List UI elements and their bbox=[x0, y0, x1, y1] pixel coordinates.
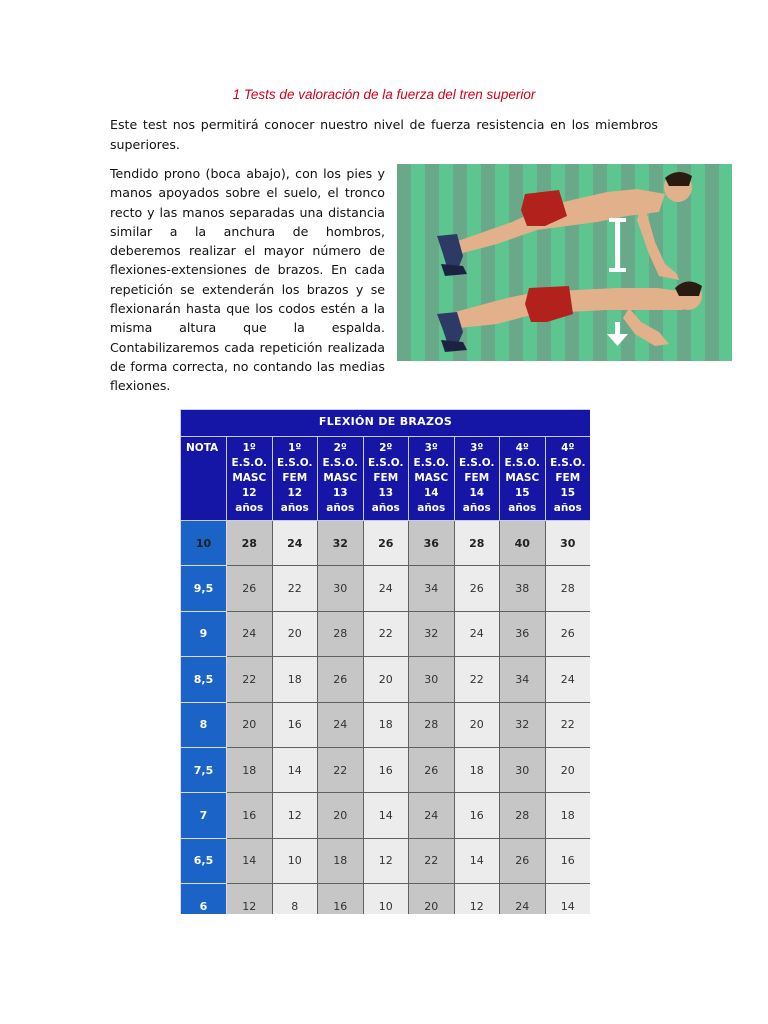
column-header-line: FEM bbox=[555, 472, 581, 484]
value-cell: 34 bbox=[500, 657, 546, 702]
value-cell: 30 bbox=[318, 566, 364, 611]
value-cell: 18 bbox=[363, 702, 409, 747]
value-cell: 10 bbox=[272, 838, 318, 883]
table-row bbox=[181, 747, 591, 792]
table-row bbox=[181, 611, 591, 656]
pushup-figure-svg bbox=[397, 164, 732, 361]
table-row bbox=[181, 521, 591, 566]
value-cell: 14 bbox=[363, 793, 409, 838]
value-cell: 12 bbox=[272, 793, 318, 838]
column-header-line: E.S.O. bbox=[277, 457, 313, 469]
column-header-line: E.S.O. bbox=[413, 457, 449, 469]
value-cell: 18 bbox=[454, 747, 500, 792]
value-cell: 28 bbox=[454, 521, 500, 566]
column-header-line: 14 bbox=[423, 487, 439, 499]
value-cell: 30 bbox=[545, 521, 590, 566]
value-cell: 36 bbox=[409, 521, 455, 566]
column-header-line: E.S.O. bbox=[368, 457, 404, 469]
value-cell: 26 bbox=[227, 566, 273, 611]
value-cell: 20 bbox=[318, 793, 364, 838]
column-header-line: MASC bbox=[505, 472, 540, 484]
value-cell: 20 bbox=[227, 702, 273, 747]
value-cell: 18 bbox=[318, 838, 364, 883]
value-cell: 22 bbox=[272, 566, 318, 611]
column-header-line: años bbox=[417, 502, 446, 514]
description-paragraph: Tendido prono (boca abajo), con los pies y manos apoyados sobre el suelo, el tronco recto y las manos separadas una distancia similar a la anchura de hombros, deberemos realizar el mayor número de flexiones-extensiones de brazos. En cada repetición se extenderán los brazos y se flexionarán hasta que los codos estén a la misma altura que la espalda. Contabilizaremos cada repetición realizada de forma correcta, no contando las medias flexiones. bbox=[110, 166, 385, 394]
column-header-line: 13 bbox=[378, 487, 394, 499]
value-cell: 22 bbox=[454, 657, 500, 702]
value-cell: 20 bbox=[454, 702, 500, 747]
table-row bbox=[181, 702, 591, 747]
pushup-up-figure bbox=[437, 172, 692, 280]
column-header bbox=[272, 437, 318, 521]
column-header-line: MASC bbox=[323, 472, 358, 484]
pushup-illustration bbox=[397, 164, 732, 361]
column-header-line: E.S.O. bbox=[504, 457, 540, 469]
value-cell: 14 bbox=[227, 838, 273, 883]
value-cell: 32 bbox=[318, 521, 364, 566]
value-cell: 36 bbox=[500, 611, 546, 656]
column-header-line: 15 bbox=[560, 487, 576, 499]
value-cell: 34 bbox=[409, 566, 455, 611]
value-cell: 26 bbox=[318, 657, 364, 702]
value-cell: 20 bbox=[272, 611, 318, 656]
value-cell: 20 bbox=[363, 657, 409, 702]
column-header-line: 3º bbox=[470, 442, 484, 454]
column-header bbox=[545, 437, 590, 521]
value-cell: 28 bbox=[545, 566, 590, 611]
column-header-line: años bbox=[462, 502, 491, 514]
column-header-line: MASC bbox=[414, 472, 449, 484]
value-cell: 12 bbox=[363, 838, 409, 883]
grade-cell: 9 bbox=[181, 611, 227, 656]
grade-cell: 10 bbox=[181, 521, 227, 566]
value-cell: 30 bbox=[500, 747, 546, 792]
value-cell: 28 bbox=[227, 521, 273, 566]
value-cell: 30 bbox=[409, 657, 455, 702]
grade-cell: 8,5 bbox=[181, 657, 227, 702]
table-row bbox=[181, 793, 591, 838]
value-cell: 16 bbox=[227, 793, 273, 838]
column-header-line: 15 bbox=[514, 487, 530, 499]
value-cell: 26 bbox=[454, 566, 500, 611]
column-header-line: 13 bbox=[332, 487, 348, 499]
table-banner: FLEXIÓN DE BRAZOS bbox=[181, 410, 591, 437]
column-header bbox=[409, 437, 455, 521]
value-cell: 24 bbox=[272, 521, 318, 566]
grade-cell: 9,5 bbox=[181, 566, 227, 611]
column-header-line: 14 bbox=[469, 487, 485, 499]
column-header-line: 4º bbox=[561, 442, 575, 454]
grade-cell: 6,5 bbox=[181, 838, 227, 883]
pushup-down-figure bbox=[437, 281, 702, 352]
grade-cell: 7 bbox=[181, 793, 227, 838]
value-cell: 16 bbox=[545, 838, 590, 883]
column-header-row bbox=[181, 437, 591, 521]
column-header bbox=[363, 437, 409, 521]
grades-table bbox=[180, 409, 590, 914]
column-header-line: 1º bbox=[242, 442, 256, 454]
value-cell: 20 bbox=[545, 747, 590, 792]
value-cell: 16 bbox=[454, 793, 500, 838]
table-row bbox=[181, 884, 591, 914]
value-cell: 16 bbox=[272, 702, 318, 747]
table-row bbox=[181, 838, 591, 883]
value-cell: 14 bbox=[454, 838, 500, 883]
column-header-line: FEM bbox=[282, 472, 308, 484]
value-cell: 38 bbox=[500, 566, 546, 611]
column-header bbox=[318, 437, 364, 521]
value-cell: 40 bbox=[500, 521, 546, 566]
column-header-line: años bbox=[508, 502, 537, 514]
value-cell: 12 bbox=[454, 884, 500, 914]
column-header-line: años bbox=[326, 502, 355, 514]
column-header-line: 12 bbox=[241, 487, 257, 499]
column-header-line: FEM bbox=[464, 472, 490, 484]
column-header-line: MASC bbox=[232, 472, 267, 484]
column-header-line: 1º bbox=[288, 442, 302, 454]
table-row bbox=[181, 566, 591, 611]
value-cell: 14 bbox=[545, 884, 590, 914]
value-cell: 18 bbox=[272, 657, 318, 702]
grade-cell: 7,5 bbox=[181, 747, 227, 792]
value-cell: 8 bbox=[272, 884, 318, 914]
value-cell: 28 bbox=[318, 611, 364, 656]
column-header-line: E.S.O. bbox=[459, 457, 495, 469]
value-cell: 24 bbox=[454, 611, 500, 656]
table-row bbox=[181, 657, 591, 702]
column-header bbox=[227, 437, 273, 521]
column-header-line: 4º bbox=[515, 442, 529, 454]
grade-cell: 8 bbox=[181, 702, 227, 747]
column-header-line: FEM bbox=[373, 472, 399, 484]
column-header-line: E.S.O. bbox=[231, 457, 267, 469]
column-header-line: 3º bbox=[424, 442, 438, 454]
column-header-line: 2º bbox=[379, 442, 393, 454]
value-cell: 28 bbox=[500, 793, 546, 838]
value-cell: 26 bbox=[363, 521, 409, 566]
intro-paragraph: Este test nos permitirá conocer nuestro nivel de fuerza resistencia en los miembros superiores. bbox=[110, 117, 658, 152]
pushup-grades-table bbox=[180, 409, 590, 914]
column-header bbox=[500, 437, 546, 521]
value-cell: 28 bbox=[409, 702, 455, 747]
value-cell: 32 bbox=[409, 611, 455, 656]
value-cell: 26 bbox=[545, 611, 590, 656]
value-cell: 14 bbox=[272, 747, 318, 792]
value-cell: 22 bbox=[318, 747, 364, 792]
value-cell: 22 bbox=[409, 838, 455, 883]
value-cell: 20 bbox=[409, 884, 455, 914]
column-header-line: años bbox=[280, 502, 309, 514]
grade-cell: 6 bbox=[181, 884, 227, 914]
value-cell: 12 bbox=[227, 884, 273, 914]
value-cell: 18 bbox=[545, 793, 590, 838]
value-cell: 22 bbox=[227, 657, 273, 702]
value-cell: 18 bbox=[227, 747, 273, 792]
value-cell: 16 bbox=[318, 884, 364, 914]
page-title: 1 Tests de valoración de la fuerza del tren superior bbox=[232, 87, 536, 102]
value-cell: 24 bbox=[318, 702, 364, 747]
value-cell: 24 bbox=[545, 657, 590, 702]
column-header-line: E.S.O. bbox=[550, 457, 586, 469]
column-header-line: 12 bbox=[287, 487, 303, 499]
grades-body bbox=[181, 521, 591, 915]
value-cell: 22 bbox=[363, 611, 409, 656]
value-cell: 24 bbox=[409, 793, 455, 838]
value-cell: 10 bbox=[363, 884, 409, 914]
column-header-line: años bbox=[371, 502, 400, 514]
value-cell: 32 bbox=[500, 702, 546, 747]
value-cell: 26 bbox=[409, 747, 455, 792]
value-cell: 24 bbox=[363, 566, 409, 611]
value-cell: 24 bbox=[500, 884, 546, 914]
value-cell: 24 bbox=[227, 611, 273, 656]
value-cell: 16 bbox=[363, 747, 409, 792]
column-header-line: años bbox=[235, 502, 264, 514]
column-header-line: 2º bbox=[333, 442, 347, 454]
nota-header: NOTA bbox=[181, 437, 227, 521]
column-header-line: años bbox=[553, 502, 582, 514]
value-cell: 26 bbox=[500, 838, 546, 883]
column-header bbox=[454, 437, 500, 521]
column-header-line: E.S.O. bbox=[322, 457, 358, 469]
value-cell: 22 bbox=[545, 702, 590, 747]
